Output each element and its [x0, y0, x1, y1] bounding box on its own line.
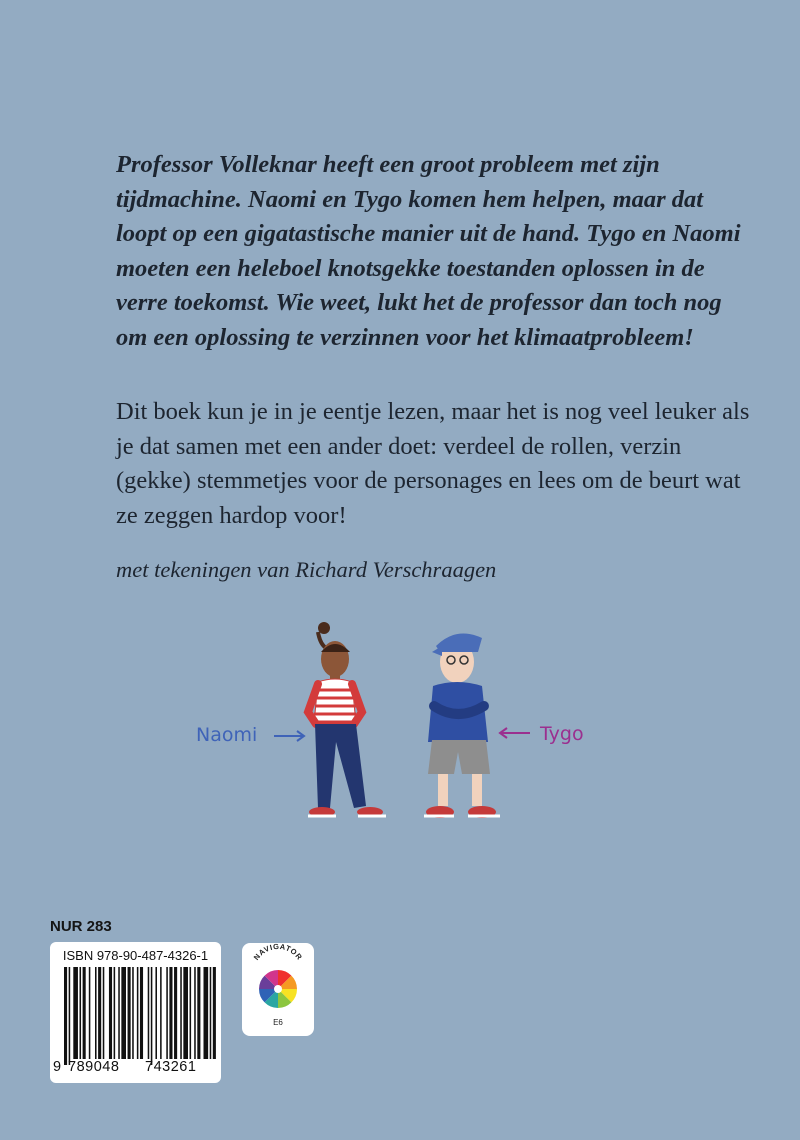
barcode-bar — [132, 967, 134, 1059]
barcode-bar — [148, 967, 150, 1059]
tygo-figure — [424, 634, 500, 819]
barcode-first-digit: 9 — [53, 1059, 62, 1075]
barcode-bar — [174, 967, 177, 1059]
barcode-bar — [140, 967, 143, 1059]
navigator-level: E6 — [273, 1018, 283, 1027]
barcode-bar — [109, 967, 112, 1059]
tygo-label: Tygo — [540, 723, 584, 745]
description-text: Dit boek kun je in je eentje lezen, maar het is nog veel leuker als je dat samen met een ander doet: verdeel de rollen, verzin (gekke) stemmetjes voor de personages en lees om de beurt wat ze zeggen hardop voor! — [116, 398, 750, 529]
illustrator-credit: met tekeningen van Richard Verschraagen — [116, 557, 497, 582]
barcode-panel — [50, 942, 221, 1083]
barcode-bar — [155, 967, 157, 1059]
barcode-bar — [121, 967, 126, 1059]
naomi-arrow-icon — [274, 731, 304, 741]
barcode-bar — [64, 967, 67, 1065]
barcode-bar — [114, 967, 116, 1059]
barcode-bar — [183, 967, 188, 1059]
barcode-bar — [160, 967, 162, 1059]
navigator-badge — [242, 943, 314, 1036]
barcode-bar — [73, 967, 78, 1059]
barcode-bar — [98, 967, 101, 1059]
barcode-bar — [83, 967, 86, 1059]
naomi-figure — [308, 622, 386, 817]
blurb-text: Professor Volleknar heeft een groot probleem met zijn tijdmachine. Naomi en Tygo komen hem helpen, maar dat loopt op een gigatastische manier uit de hand. Tygo en Naomi moeten een heleboel knotsgekke toestanden oplossen in de verre toekomst. Wie weet, lukt het de professor dan toch nog om een oplossing te verzinnen voor het klimaatprobleem! — [116, 151, 741, 351]
characters-illustration — [190, 612, 610, 832]
barcode-bar — [194, 967, 196, 1059]
barcode-bar — [213, 967, 216, 1059]
barcode-bar — [197, 967, 200, 1059]
barcode-bar — [166, 967, 168, 1059]
barcode-bar — [190, 967, 192, 1059]
barcode-left-group: 789048 — [68, 1059, 120, 1075]
barcode-bar — [95, 967, 97, 1059]
barcode-bar — [169, 967, 172, 1059]
barcode-bar — [180, 967, 182, 1059]
svg-text:NAVIGATOR — [252, 943, 305, 962]
isbn-text: ISBN 978-90-487-4326-1 — [62, 948, 209, 963]
barcode-bar — [151, 967, 153, 1065]
barcode-right-group: 743261 — [145, 1059, 197, 1075]
barcode-bar — [89, 967, 91, 1059]
tygo-arrow-icon — [500, 728, 530, 738]
barcode-bar — [80, 967, 82, 1059]
barcode-bar — [69, 967, 71, 1065]
barcode-bar — [103, 967, 105, 1059]
barcode-bar — [128, 967, 131, 1059]
barcode-bar — [210, 967, 212, 1059]
barcode-bar — [137, 967, 139, 1059]
barcode-bar — [204, 967, 209, 1059]
barcode-bar — [118, 967, 120, 1059]
naomi-label: Naomi — [196, 724, 258, 746]
nur-code: NUR 283 — [50, 918, 112, 935]
navigator-label: NAVIGATOR — [251, 943, 305, 962]
